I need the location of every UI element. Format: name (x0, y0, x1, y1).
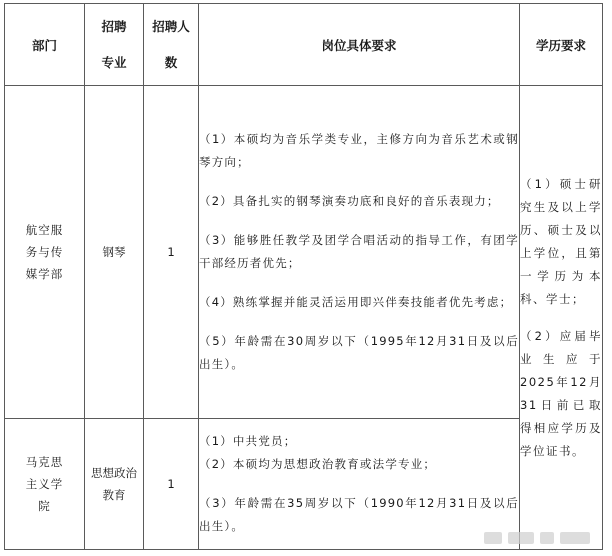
table-row (5, 86, 603, 419)
major-cell: 钢琴 (85, 86, 144, 419)
requirement-item: （2）本硕均为思想政治教育或法学专业； (199, 457, 437, 471)
header-count: 招聘人 数 (144, 4, 199, 86)
education-cell (520, 86, 603, 550)
education-item: （2）应届毕业生应于2025年12月31日前已取得相应学历及学位证书。 (520, 328, 602, 458)
requirement-item: （1）中共党员； (199, 434, 297, 448)
header-row (5, 4, 603, 86)
requirement-item: （3）能够胜任教学及团学合唱活动的指导工作，有团学干部经历者优先； (199, 233, 519, 270)
header-dept: 部门 (5, 4, 85, 86)
requirement-item: （1）本硕均为音乐学类专业，主修方向为音乐艺术或钢琴方向； (199, 132, 519, 169)
header-major: 招聘 专业 (85, 4, 144, 86)
recruitment-table (4, 3, 603, 550)
requirement-item: （2）具备扎实的钢琴演奏功底和良好的音乐表现力； (199, 194, 500, 208)
requirement-item: （4）熟练掌握并能灵活运用即兴伴奏技能者优先考虑； (199, 295, 513, 309)
requirement-item: （5）年龄需在30周岁以下（1995年12月31日及以后出生）。 (199, 334, 519, 371)
requirements-cell (199, 419, 520, 550)
education-item: （1）硕士研究生及以上学历、硕士及以上学位，且第一学历为本科、学士； (520, 176, 602, 306)
header-requirements: 岗位具体要求 (199, 4, 520, 86)
count-cell: 1 (144, 86, 199, 419)
major-cell: 思想政治教育 (85, 419, 144, 550)
header-education: 学历要求 (520, 4, 603, 86)
count-cell: 1 (144, 419, 199, 550)
requirements-cell (199, 86, 520, 419)
blurred-watermark (484, 532, 604, 546)
table-row (5, 419, 603, 550)
dept-cell: 马克思主义学院 (5, 419, 85, 550)
requirement-item: （3）年龄需在35周岁以下（1990年12月31日及以后出生）。 (199, 496, 519, 533)
dept-cell: 航空服务与传媒学部 (5, 86, 85, 419)
